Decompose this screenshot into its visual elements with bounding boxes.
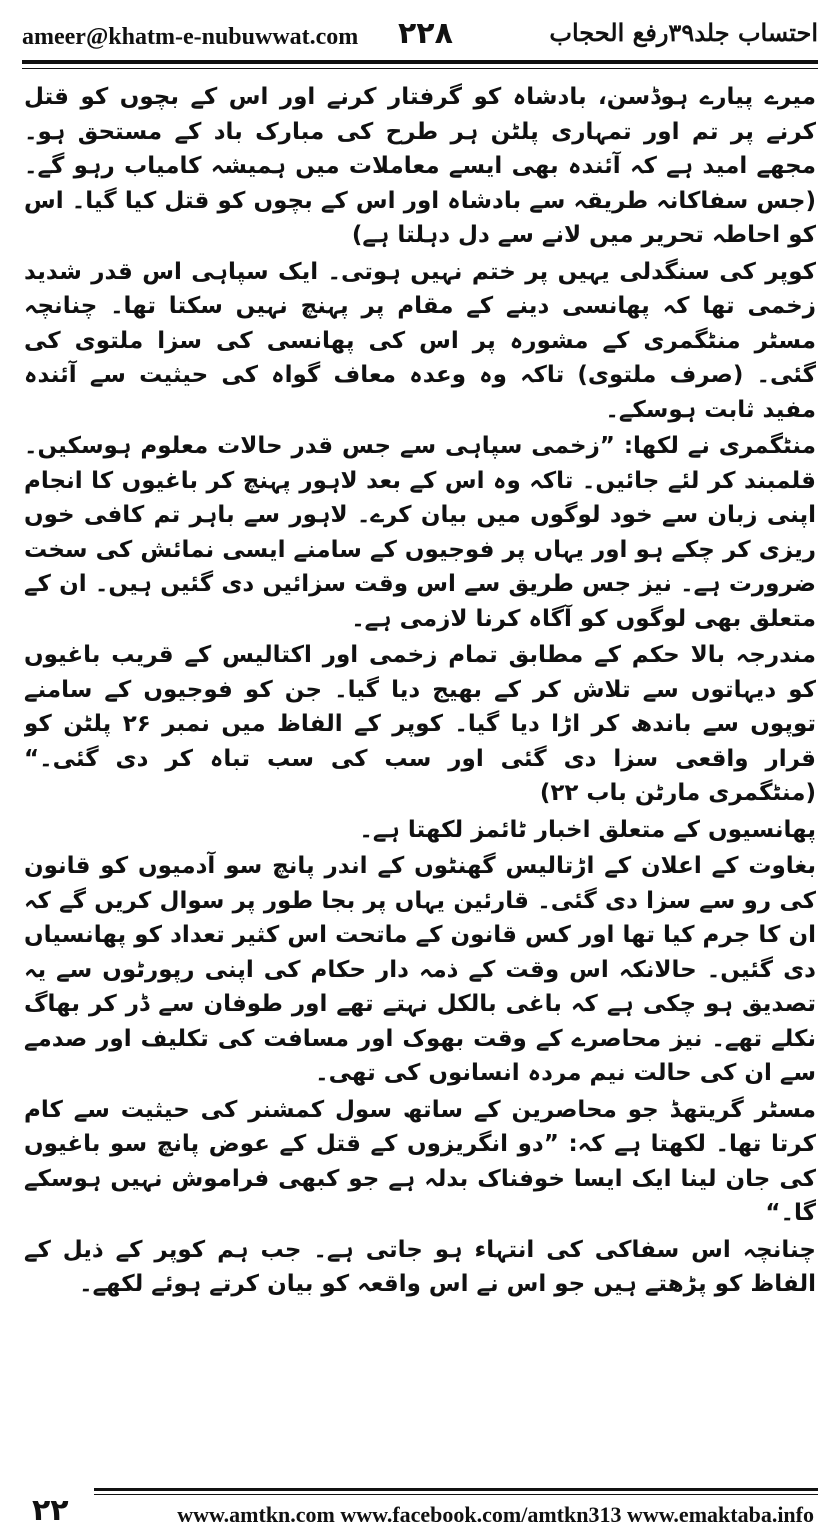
page-body — [24, 80, 816, 1472]
footer-page-number: ۲۲ — [32, 1493, 69, 1528]
footer-links: www.amtkn.com www.facebook.com/amtkn313 www.emaktaba.info — [177, 1502, 814, 1527]
paragraph-5: پھانسیوں کے متعلق اخبار ٹائمز لکھتا ہے۔ — [359, 816, 816, 843]
header-page-number: ۲۲۸ — [398, 16, 453, 51]
paragraph-1: میرے پیارے ہوڈسن، بادشاہ کو گرفتار کرنے اور اس کے بچوں کو قتل کرنے پر تم اور تمہاری پلٹن ہر طرح کی مبارک باد کے مستحق ہو۔ مجھے امید ہے کہ آئندہ بھی ایسے معاملات میں ہمیشہ کامیاب رہو گے۔ (جس سفاکانہ طریقہ سے بادشاہ اور اس کے بچوں کو قتل کیا گیا۔ اس کو احاطہ تحریر میں لانے سے دل دہلتا ہے) — [24, 84, 816, 248]
paragraph-2: کوپر کی سنگدلی یہیں پر ختم نہیں ہوتی۔ ایک سپاہی اس قدر شدید زخمی تھا کہ پھانسی دینے کے مقام پر پہنچ نہیں سکتا تھا۔ چنانچہ مسٹر منٹگمری کے مشورہ پر اس کی پھانسی کی سزا ملتوی کی گئی۔ (صرف ملتوی) تاکہ وہ وعدہ معاف گواہ کی حیثیت سے آئندہ مفید ثابت ہوسکے۔ — [24, 258, 816, 423]
paragraph-8: چنانچہ اس سفاکی کی انتہاء ہو جاتی ہے۔ جب ہم کوپر کے ذیل کے الفاظ کو پڑھتے ہیں جو اس نے اس واقعہ کو بیان کرتے ہوئے لکھے۔ — [24, 1236, 816, 1297]
header-rule-thin — [22, 68, 818, 69]
footer-rule-thin — [94, 1494, 818, 1495]
paragraph-7: مسٹر گریتھڈ جو محاصرین کے ساتھ سول کمشنر کی حیثیت سے کام کرتا تھا۔ لکھتا ہے کہ: ”دو انگریزوں کے قتل کے عوض پانچ سو باغیوں کی جان لینا ایک ایسا خوفناک بدلہ ہے جو کبھی فراموش نہیں ہوسکے گا۔“ — [24, 1096, 816, 1226]
paragraph-3: منٹگمری نے لکھا: ”زخمی سپاہی سے جس قدر حالات معلوم ہوسکیں۔ قلمبند کر لئے جائیں۔ تاکہ وہ اس کے بعد لاہور پہنچ کر باغیوں کا انجام اپنی زبان سے خود لوگوں میں بیان کرے۔ لاہور سے باہر تم کافی خوں ریزی کر چکے ہو اور یہاں پر فوجیوں کے سامنے ایسی نمائش کی سخت ضرورت ہے۔ نیز جس طریق سے اس وقت سزائیں دی گئیں ہیں۔ ان کے متعلق بھی لوگوں کو آگاہ کرنا لازمی ہے۔ — [24, 433, 816, 632]
page-footer — [22, 1488, 818, 1528]
header-rule-thick — [22, 60, 818, 64]
footer-rule-thick — [94, 1488, 818, 1491]
paragraph-4: مندرجہ بالا حکم کے مطابق تمام زخمی اور اکتالیس کے قریب باغیوں کو دیہاتوں سے تلاش کر کے بھیج دیا گیا۔ جن کو فوجیوں کے سامنے توپوں سے باندھ کر اڑا دیا گیا۔ کوپر کے الفاظ میں نمبر ۲۶ پلٹن کو قرار واقعی سزا دی گئی اور سب کی سب تباہ کر دی گئی۔“ (منٹگمری مارٹن باب ۲۲) — [24, 642, 816, 806]
header-email: ameer@khatm-e-nubuwwat.com — [22, 24, 359, 50]
page-header — [22, 14, 818, 58]
header-book-title: احتساب جلد۳۹رفع الحجاب — [549, 18, 818, 47]
paragraph-6: بغاوت کے اعلان کے اڑتالیس گھنٹوں کے اندر پانچ سو آدمیوں کو قانون کی رو سے سزا دی گئی۔ قارئین یہاں پر بجا طور پر سوال کریں گے کہ ان کا جرم کیا تھا اور کس قانون کے ماتحت اس کثیر تعداد کو پھانسیاں دی گئیں۔ حالانکہ اس وقت کے ذمہ دار حکام کی اپنی رپورٹوں سے یہ تصدیق ہو چکی ہے کہ باغی بالکل نہتے تھے اور طوفان سے ڈر کر بھاگ نکلے تھے۔ نیز محاصرے کے وقت بھوک اور مسافت کی تکلیف اور صدمے سے ان کی حالت نیم مردہ انسانوں کی تھی۔ — [24, 853, 816, 1086]
